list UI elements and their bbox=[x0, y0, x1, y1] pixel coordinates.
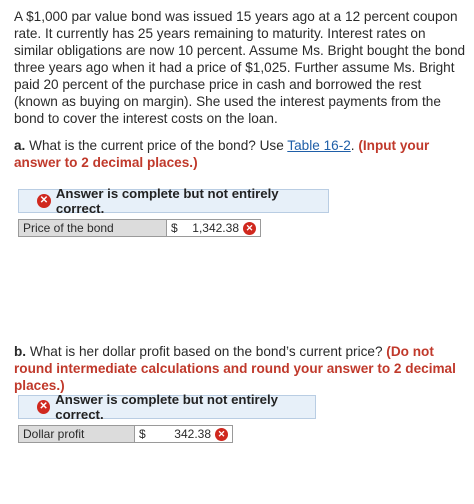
x-circle-icon: ✕ bbox=[243, 222, 256, 235]
question-a-text: What is the current price of the bond? Use bbox=[29, 138, 284, 153]
currency-symbol: $ bbox=[171, 221, 178, 235]
problem-statement: A $1,000 par value bond was issued 15 years ago at a 12 percent coupon rate. It currently has 25 years remaining to maturity. Interest rates on similar obligations are now 10 percent. Assume Ms. Bright bought the bond three years ago when it had a price of $1,025. Further assume Ms. Bright paid 20 percent of the purchase price in cash and borrowed the rest (known as buying on margin). She used the interest payments from the bond to cover the interest costs on the loan. bbox=[14, 9, 466, 126]
row-a-label: Price of the bond bbox=[18, 219, 167, 237]
table-link[interactable]: Table 16-2 bbox=[287, 138, 351, 153]
question-a-period: . bbox=[350, 138, 355, 153]
price-input[interactable] bbox=[167, 219, 261, 237]
question-b-prefix: b. bbox=[14, 344, 27, 359]
answer-status-banner-a bbox=[18, 186, 329, 216]
profit-input[interactable] bbox=[135, 425, 233, 443]
x-circle-icon: ✕ bbox=[37, 194, 51, 208]
currency-symbol: $ bbox=[139, 427, 146, 441]
question-a-prefix: a. bbox=[14, 138, 26, 153]
answer-row-b bbox=[18, 425, 233, 443]
answer-status-banner-b bbox=[18, 392, 316, 422]
question-a-instruction: (Input your answer to 2 decimal places.) bbox=[14, 138, 430, 170]
banner-a-text: Answer is complete but not entirely correct. bbox=[55, 186, 279, 216]
row-b-label: Dollar profit bbox=[18, 425, 135, 443]
profit-value: 342.38 bbox=[174, 427, 211, 441]
question-a bbox=[14, 137, 470, 171]
question-b bbox=[14, 343, 470, 394]
x-circle-icon: ✕ bbox=[215, 428, 228, 441]
x-circle-icon: ✕ bbox=[37, 400, 50, 414]
price-value: 1,342.38 bbox=[192, 221, 239, 235]
question-b-instruction: (Do not round intermediate calculations and round your answer to 2 decimal places.) bbox=[14, 344, 456, 393]
answer-row-a bbox=[18, 219, 261, 237]
banner-b-text: Answer is complete but not entirely correct. bbox=[55, 392, 278, 422]
question-b-text: What is her dollar profit based on the bond’s current price? bbox=[29, 344, 383, 359]
